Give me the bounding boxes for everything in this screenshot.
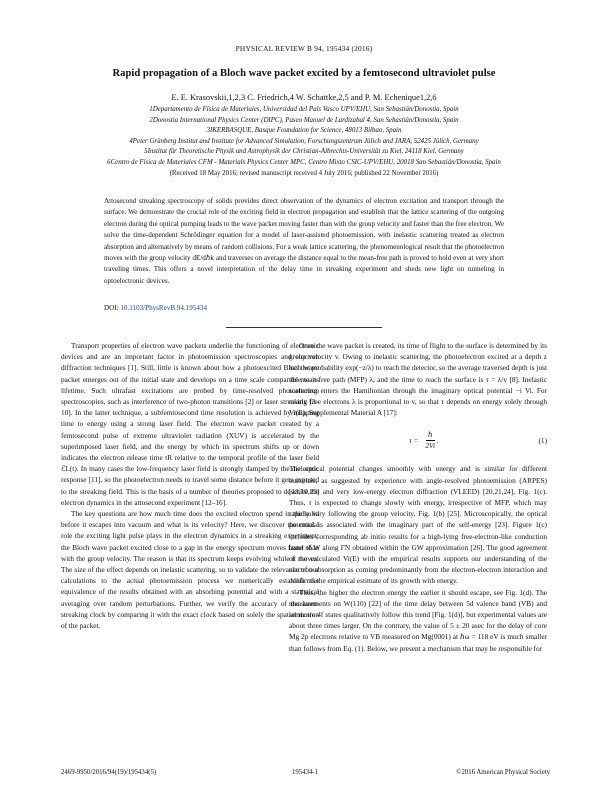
body-column-left xyxy=(61,340,319,631)
affiliation-5: 5Institut für Theoretische Physik und Astrophysik der Christian-Albrechts-Universität zu Kiel, 24118 Kiel, Germany xyxy=(144,148,464,156)
equation-denominator: 2Vi xyxy=(425,441,435,451)
footer-page-number: 195434-1 xyxy=(291,769,319,776)
footer-issn: 2469-9950/2016/94(19)/195434(5) xyxy=(61,769,157,776)
affiliation-1: 1Departamento de Física de Materiales, Universidad del País Vasco UPV/EHU, San Sebastián/Donostia, Spain xyxy=(149,106,459,113)
section-divider xyxy=(226,327,382,328)
received-dates: (Received 18 May 2016; revised manuscript received 4 July 2016; published 22 November 2016) xyxy=(169,169,439,177)
affiliation-6: 6Centro de Física de Materiales CFM - Materials Physics Center MPC, Centro Mixto CSIC-UPV/EHU, 20018 San Sebastián/Donostia, Spain xyxy=(107,158,501,166)
equation-number: (1) xyxy=(538,436,547,446)
footer-copyright: ©2016 American Physical Society xyxy=(456,769,550,776)
equation-fraction xyxy=(423,430,437,451)
running-head: PHYSICAL REVIEW B 94, 195434 (2016) xyxy=(235,44,373,53)
paragraph: Thus, the higher the electron energy the earlier it should escape, see Fig. 1(d). The measurements on W(110) [22] of the time delay between 5d valence band (VB) and semicore 4f states qualitatively follow this trend [Fig. 1(d)], but experimental values are about three times larger. On the contrary, the value of 5 ± 20 asec for the delay of core Mg 2p electrons relative to VB measured on Mg(0001) at ℏω = 118 eV is much smaller than follows from Eq. (1). Below, we present a mechanism that may be responsible for xyxy=(289,587,547,653)
doi-line xyxy=(104,304,207,312)
paper-title: Rapid propagation of a Bloch wave packet excited by a femtosecond ultraviolet pulse xyxy=(112,68,496,79)
equation-numerator: ℏ xyxy=(427,430,433,440)
paragraph: The key questions are how much time does the excited electron spend in the solid before it escapes into vacuum and what is its velocity? Here, we discover the crucial role the exciting light pulse plays in the electron dynamics in a streaking experiment: the Bloch wave packet excited close to a gap in the energy spectrum moves faster than with the group velocity. The reason is that its spectrum keeps evolving while it moves. The size of the effect depends on inelastic scattering, so to validate the relevance of our calculations to the actual photoemission process we numerically establish the equivalence of the results obtained with an absorbing potential and with a statistical averaging over random perturbations. Further, we verify the accuracy of the laser-streaking clock by comparing it with the exact clock based on solely the spatial motion of the packet. xyxy=(61,509,319,631)
paragraph: Transport properties of electron wave packets underlie the functioning of electronic devices and are an important factor in photoemission spectroscopies and electron diffraction techniques [1]. Still, little is known about how a photoexcited Bloch wave packet emerges out of the initial state and develops on a time scale comparable to its lifetime. Such ultrafast excitations are probed by time-resolved photoelectron spectroscopies, such as interference of two-photon transitions [2] or laser streaking [3–10]. In the latter technique, a subfemtosecond time resolution is achieved by mapping time to energy using a strong laser field. The electron wave packet created by a femtosecond pulse of extreme ultraviolet radiation (XUV) is accelerated by the superimposed laser field, and the energy by which its spectrum shifts up or down indicates the electron release time tR relative to the temporal profile of the laser field ℰL(t). In many cases the low-frequency laser field is strongly damped by the dielectric response [11], so the photoelectron needs to travel some distance before it gets exposed to the streaking field. This is the basis of a number of theories proposed to describe the electron dynamics in the attosecond experiment [12–16]. xyxy=(61,341,319,507)
equation-lhs: τ = xyxy=(409,436,419,446)
equation-expression xyxy=(409,430,439,451)
affiliation-2: 2Donostia International Physics Center (DIPC), Paseo Manuel de Lardizabal 4, San Sebastián/Donostia, Spain xyxy=(149,116,459,124)
affiliation-4: 4Peter Grünberg Institut and Institute for Advanced Simulation, Forschungszentrum Jülich and JARA, 52425 Jülich, Germany xyxy=(129,137,479,145)
author-list: E. E. Krasovskii,1,2,3 C. Friedrich,4 W. Schattke,2,5 and P. M. Echenique1,2,6 xyxy=(171,93,437,102)
paragraph: Once the wave packet is created, its time of flight to the surface is determined by its group velocity v. Owing to inelastic scattering, the photoelectron excited at a depth z has the probability exp(−z/λ) to reach the detector, so the average traversed depth is just the mean-free path (MFP) λ, and the time to reach the surface is τ = λ/v [8]. Inelastic scattering enters the Hamiltonian through the imaginary optical potential −i Vi. For nearly free electrons λ is proportional to v, so that τ depends on energy solely through Vi(E), Supplemental Material A [17]: xyxy=(289,341,547,418)
body-column-right xyxy=(289,340,547,654)
equation-suffix: . xyxy=(436,436,439,446)
abstract: Attosecond streaking spectroscopy of solids provides direct observation of the dynamics of electron excitation and transport through the surface. We demonstrate the crucial role of the exciting field in electron propagation and establish that the lattice scattering of the outgoing electron during the optical pumping leads to the wave packet moving faster than with the group velocity and faster than the free electron. We solve the time-dependent Schrödinger equation for a model of laser-assisted photoemission, with inelastic scattering treated as electron absorption and alternatively by means of random collisions. For a weak lattice scattering, the phenomenological result that the photoelectron moves with the group velocity dE/dℏk and traverses on average the distance equal to the mean-free path is proved to hold even at very short traveling times. This offers a novel interpretation of the delay time in streaking experiment and sheds new light on tunneling in optoelectronic devices. xyxy=(104,197,504,285)
doi-link[interactable]: 10.1103/PhysRevB.94.195434 xyxy=(120,304,208,312)
paragraph: The optical potential changes smoothly with energy and is similar for different materials, as suggested by experience with angle-resolved photoemission (ARPES) [18,19,23] and very low-energy electron diffraction (VLEED) [20,21,24], Fig. 1(c). Thus, τ is expected to change slowly with energy, irrespective of MFP, which may rapidly vary following the group velocity, Fig. 1(b) [25]. Microscopically, the optical potential is associated with the imaginary part of the self-energy [23]. Figure 1(c) includes corresponding ab initio results for a high-lying free-electron-like conduction band of W along ΓN obtained within the GW approximation [26]. The good agreement of the calculated Vi(E) with the empirical results supports our understanding of the electron absorption as coming predominantly from the electron-electron interaction and confirms the empirical estimate of its growth with energy. xyxy=(289,464,547,586)
equation-1 xyxy=(289,430,547,451)
affiliations xyxy=(30,105,578,179)
affiliation-3: 3IKERBASQUE, Basque Foundation for Science, 48013 Bilbao, Spain xyxy=(206,127,402,135)
doi-label: DOI: xyxy=(104,304,119,312)
